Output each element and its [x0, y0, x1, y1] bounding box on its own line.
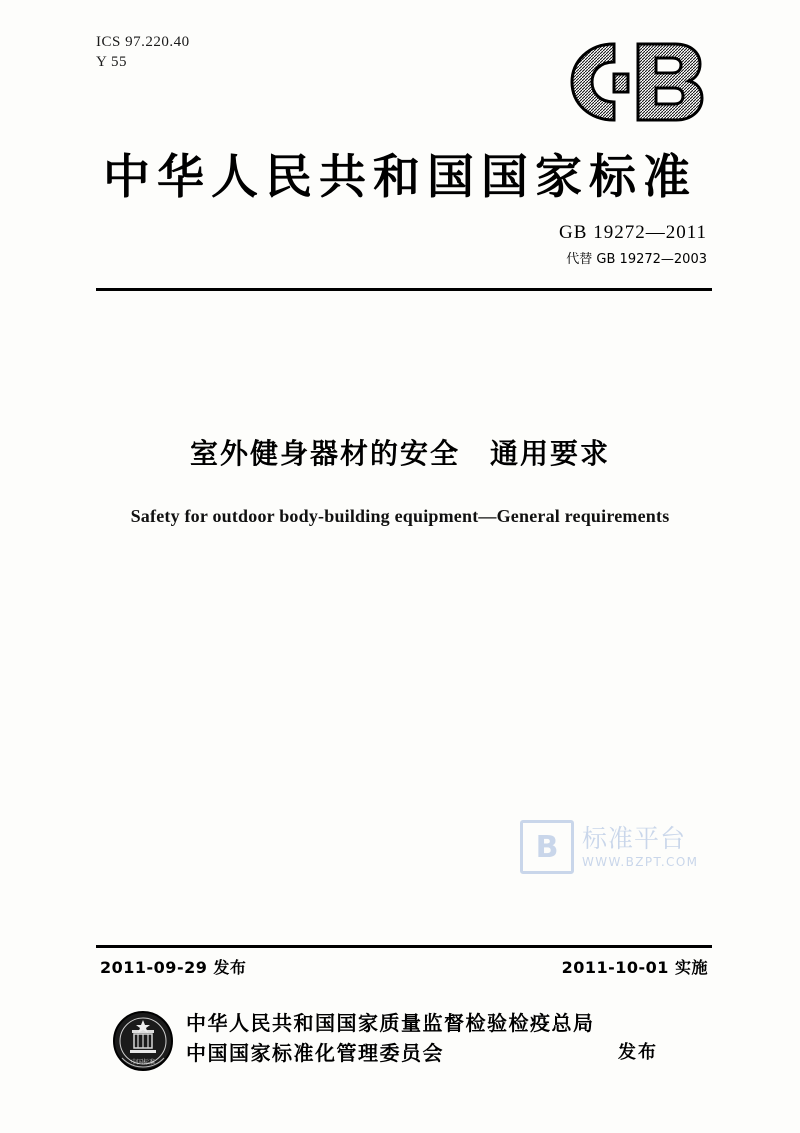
- ics-block: [96, 32, 190, 73]
- standard-number: GB 19272—2011: [559, 222, 707, 243]
- national-standard-title: 中华人民共和国国家标准: [103, 150, 697, 205]
- publish-action-label: 发布: [618, 1042, 658, 1063]
- publisher-line-2: 中国国家标准化管理委员会: [186, 1041, 444, 1065]
- issue-date: 2011-09-29 发布: [100, 958, 247, 977]
- standard-replaces: 代替 GB 19272—2003: [566, 252, 707, 267]
- divider-bottom: [96, 945, 712, 948]
- classification-code: Y 55: [96, 54, 128, 71]
- watermark: [520, 820, 698, 874]
- watermark-label: 标准平台: [582, 824, 687, 854]
- divider-top: [96, 288, 712, 291]
- watermark-text: [582, 825, 698, 869]
- publisher-block: [186, 1008, 595, 1068]
- ics-code: ICS 97.220.40: [96, 34, 190, 50]
- publisher-line-1: 中华人民共和国国家质量监督检验检疫总局: [186, 1011, 595, 1035]
- document-title-cn: 室外健身器材的安全 通用要求: [189, 437, 610, 470]
- implementation-date: 2011-10-01 实施: [561, 958, 708, 977]
- watermark-badge-icon: B: [520, 820, 574, 874]
- gb-logo: [552, 30, 712, 130]
- svg-text:中国标准: 中国标准: [130, 1059, 156, 1066]
- standard-number-block: [559, 222, 707, 267]
- watermark-url: WWW.BZPT.COM: [582, 854, 699, 869]
- national-emblem-icon: [112, 1010, 174, 1072]
- document-title-en: Safety for outdoor body-building equipment—General requirements: [130, 506, 670, 526]
